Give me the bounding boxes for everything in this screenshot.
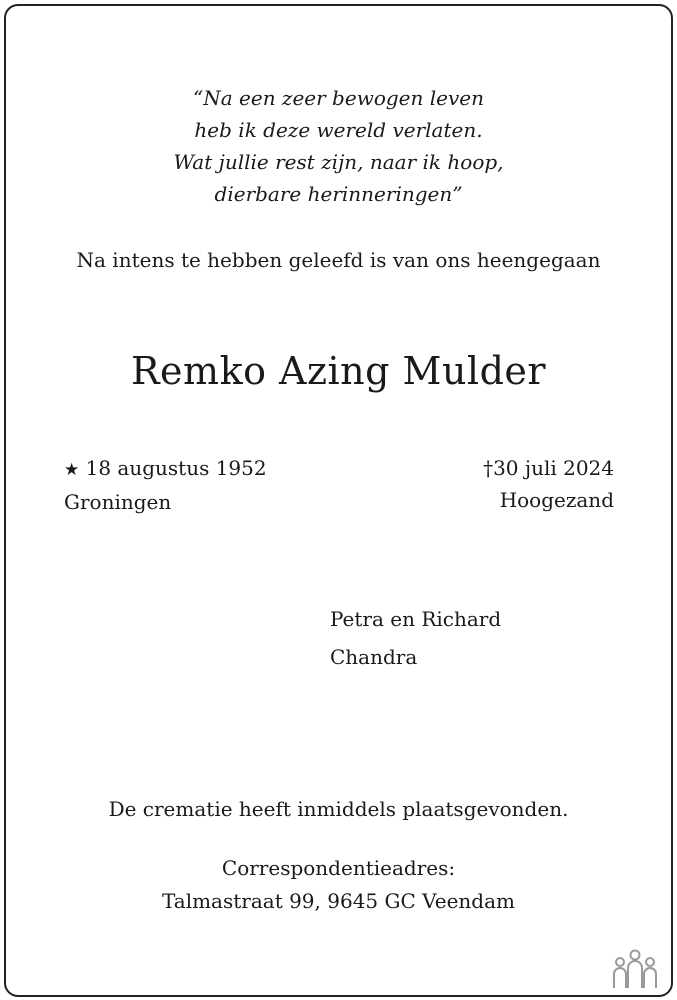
quote-line: Wat jullie rest zijn, naar ik hoop,	[173, 150, 504, 174]
people-group-icon	[611, 948, 659, 990]
death-info	[483, 452, 614, 516]
star-icon: ★	[64, 460, 80, 480]
birth-date: 18 augustus 1952	[85, 456, 267, 480]
memorial-quote	[0, 82, 677, 210]
family-list	[330, 600, 501, 676]
correspondence-block	[0, 852, 677, 918]
correspondence-address: Talmastraat 99, 9645 GC Veendam	[161, 889, 515, 913]
quote-line: dierbare herinneringen”	[214, 182, 463, 206]
intro-text: Na intens te hebben geleefd is van ons heengegaan	[76, 248, 601, 272]
correspondence-label: Correspondentieadres:	[221, 856, 456, 880]
cross-icon: †	[483, 456, 494, 480]
death-place: Hoogezand	[499, 488, 614, 512]
death-date: 30 juli 2024	[493, 456, 614, 480]
cremation-note: De crematie heeft inmiddels plaatsgevonden.	[108, 797, 569, 821]
deceased-name: Remko Azing Mulder	[130, 349, 547, 393]
quote-line: “Na een zeer bewogen leven	[193, 86, 484, 110]
birth-place: Groningen	[64, 490, 172, 514]
birth-info	[64, 452, 267, 518]
quote-line: heb ik deze wereld verlaten.	[194, 118, 483, 142]
family-member: Petra en Richard	[330, 607, 502, 631]
family-member: Chandra	[330, 645, 418, 669]
